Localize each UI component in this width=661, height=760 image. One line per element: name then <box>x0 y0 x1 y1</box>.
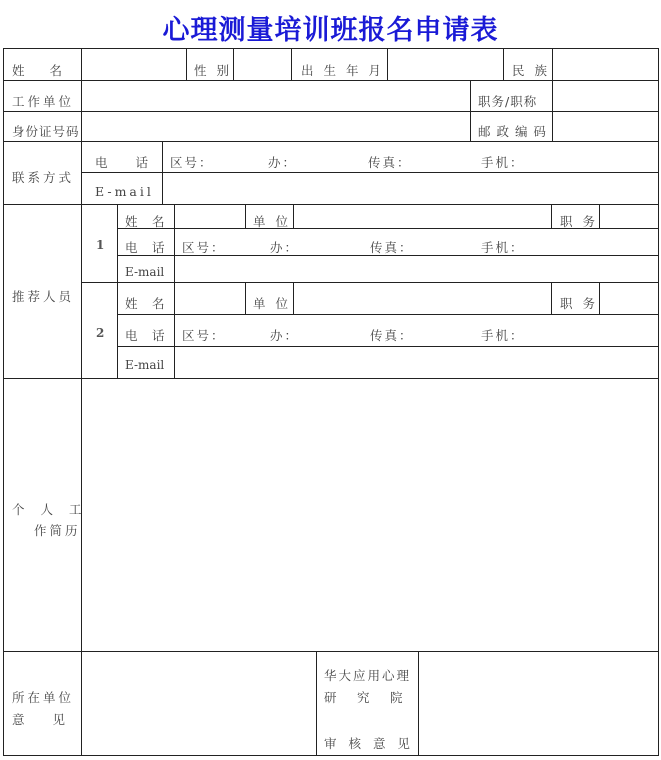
col-divider <box>186 48 187 81</box>
referee-area-label: 区号： <box>182 328 226 343</box>
row-divider <box>117 346 659 347</box>
row-divider <box>3 651 659 652</box>
referee-email-label: E-mail <box>125 265 165 279</box>
col-divider <box>245 204 246 229</box>
referee-area-label: 区号： <box>182 240 226 255</box>
col-divider <box>316 651 317 756</box>
col-divider <box>599 282 600 315</box>
row-divider <box>3 141 659 142</box>
col-divider <box>81 48 82 756</box>
postcode-label: 邮 政 编 码 <box>478 124 547 139</box>
referee-office-label: 办： <box>270 328 300 343</box>
birth-label: 出 生 年 月 <box>301 63 384 78</box>
row-divider <box>3 378 659 379</box>
unit-opinion-label-line2: 意 见 <box>12 712 67 727</box>
referee-label: 推荐人员 <box>12 289 75 304</box>
email-label: E-mail <box>95 184 154 199</box>
resume-label-line2: 作简历 <box>34 523 81 538</box>
referee-duty-label: 职 务 <box>560 214 598 229</box>
referee-unit-label: 单 位 <box>253 296 291 311</box>
col-divider <box>551 282 552 315</box>
resume-label-line1: 个 人 工 <box>12 502 88 517</box>
office-label: 办： <box>268 155 298 170</box>
referee-number: 2 <box>96 326 105 340</box>
row-divider <box>81 282 659 283</box>
referee-email-label: E-mail <box>125 358 165 372</box>
col-divider <box>470 80 471 142</box>
col-divider <box>162 141 163 205</box>
referee-unit-label: 单 位 <box>253 214 291 229</box>
col-divider <box>552 48 553 81</box>
col-divider <box>599 204 600 229</box>
row-divider <box>3 111 659 112</box>
referee-name-label: 姓 名 <box>125 296 166 311</box>
col-divider <box>551 204 552 229</box>
contact-label: 联系方式 <box>12 170 75 185</box>
col-divider <box>387 48 388 81</box>
col-divider <box>291 48 292 81</box>
col-divider <box>418 651 419 756</box>
referee-fax-label: 传真： <box>370 240 414 255</box>
row-divider <box>81 172 659 173</box>
referee-phone-label: 电 话 <box>125 240 166 255</box>
col-divider <box>503 48 504 81</box>
col-divider <box>552 80 553 142</box>
institute-opinion-label-line2: 研 究 院 <box>324 690 407 705</box>
mobile-label: 手机： <box>481 155 525 170</box>
col-divider <box>293 204 294 229</box>
col-divider <box>117 204 118 379</box>
referee-mobile-label: 手机： <box>481 240 525 255</box>
referee-fax-label: 传真： <box>370 328 414 343</box>
col-divider <box>233 48 234 81</box>
col-divider <box>174 282 175 379</box>
institute-opinion-label-line1: 华大应用心理 <box>324 668 412 683</box>
row-divider <box>117 314 659 315</box>
id-label: 身份证号码 <box>12 124 80 139</box>
form-title: 心理测量培训班报名申请表 <box>162 15 499 46</box>
area-code-label: 区号： <box>170 155 214 170</box>
ethnic-label: 民 族 <box>512 63 550 78</box>
row-divider <box>3 204 659 205</box>
employer-label: 工作单位 <box>12 94 75 109</box>
referee-duty-label: 职 务 <box>560 296 598 311</box>
fax-label: 传真： <box>368 155 412 170</box>
referee-mobile-label: 手机： <box>481 328 525 343</box>
referee-office-label: 办： <box>270 240 300 255</box>
col-divider <box>293 282 294 315</box>
col-divider <box>174 204 175 283</box>
col-divider <box>245 282 246 315</box>
row-divider <box>3 80 659 81</box>
referee-number: 1 <box>96 238 105 252</box>
unit-opinion-label-line1: 所在单位 <box>12 690 75 705</box>
gender-label: 性 别 <box>194 63 232 78</box>
referee-name-label: 姓 名 <box>125 214 166 229</box>
name-label: 姓 名 <box>12 63 63 78</box>
phone-label: 电 话 <box>95 155 150 170</box>
institute-opinion-label-line3: 审 核 意 见 <box>324 736 414 751</box>
position-label: 职务/职称 <box>478 94 538 109</box>
referee-phone-label: 电 话 <box>125 328 166 343</box>
